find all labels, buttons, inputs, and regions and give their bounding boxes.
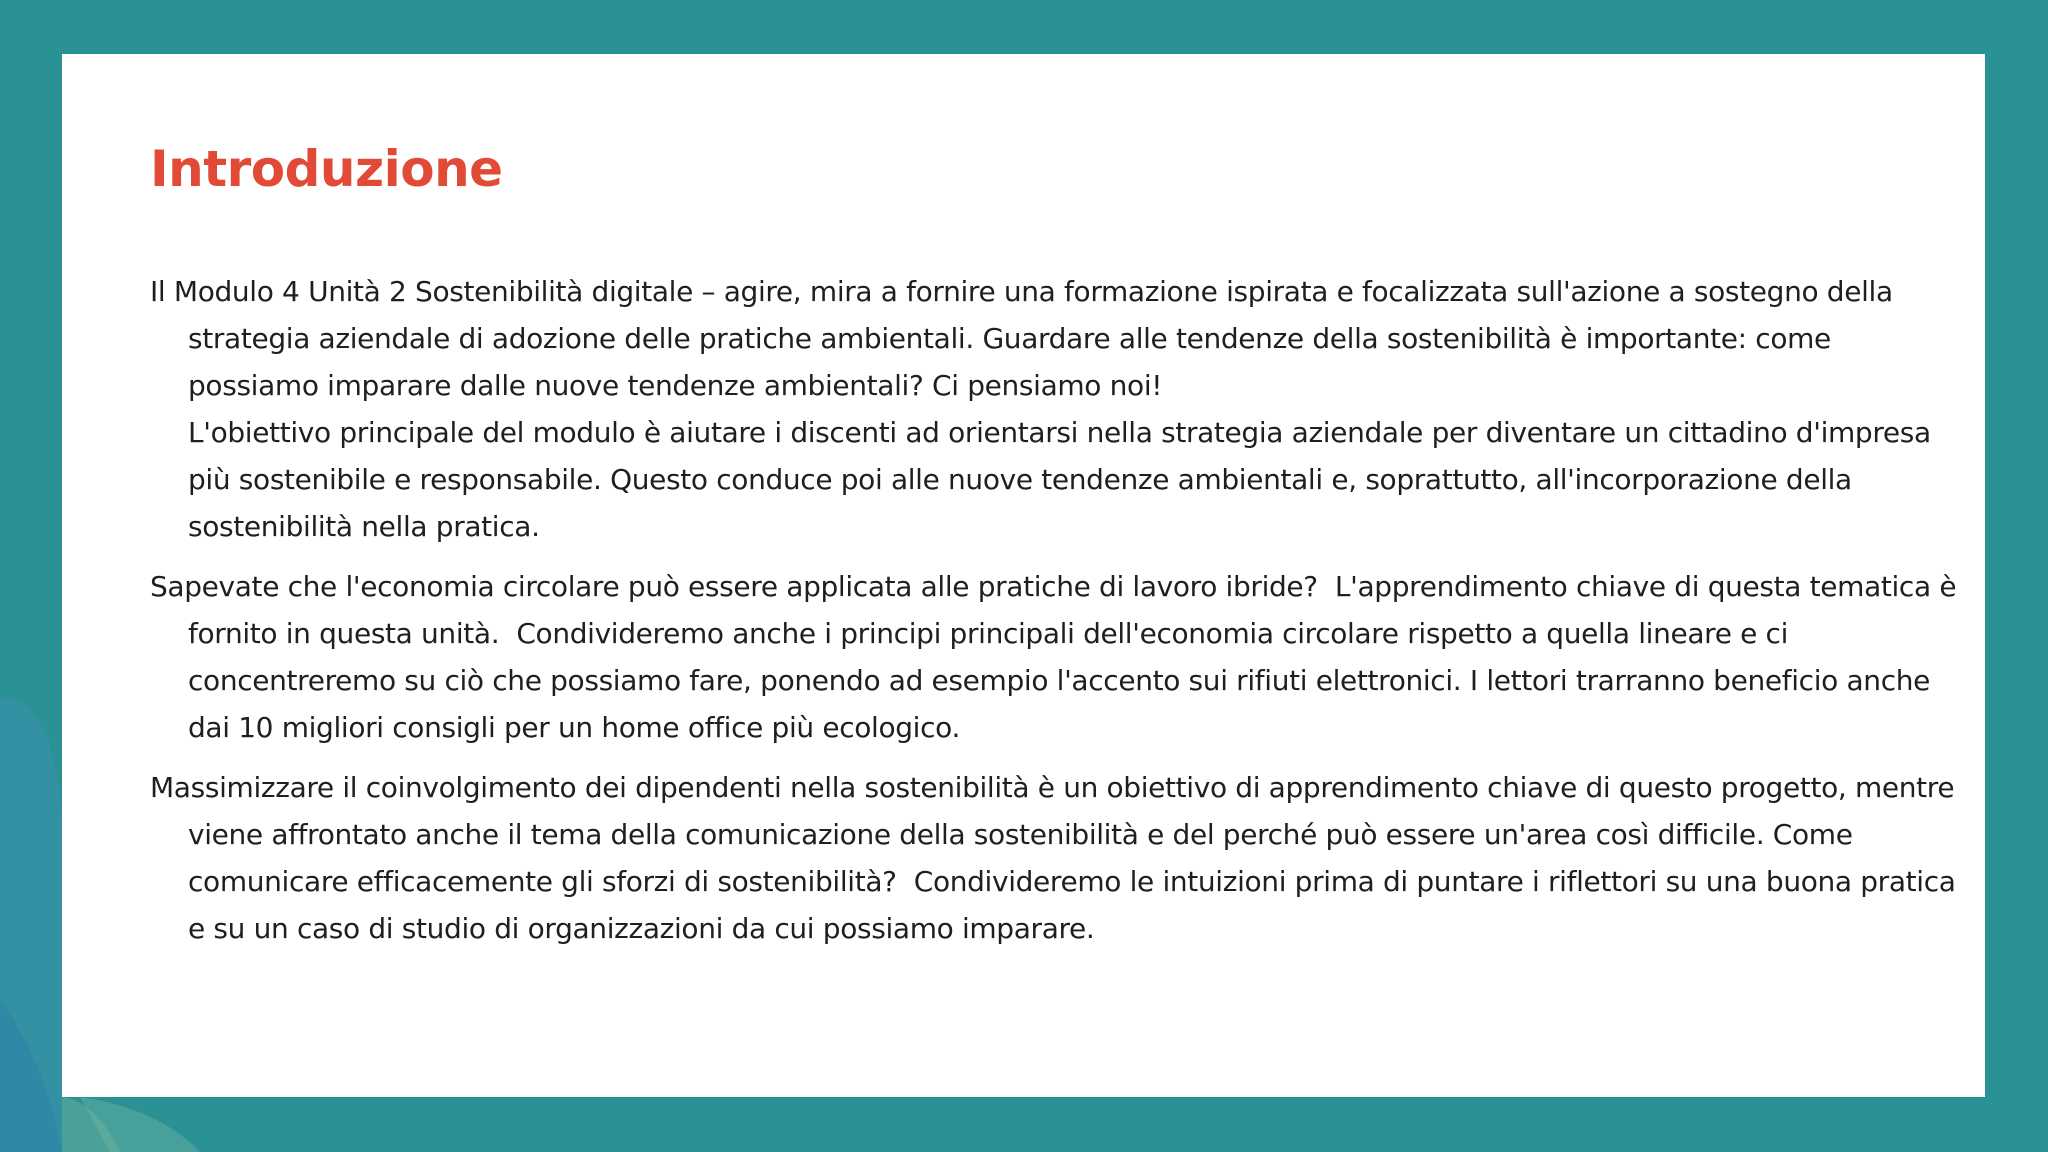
slide-body xyxy=(150,268,1970,965)
slide-card xyxy=(62,54,1985,1097)
paragraph-intro: Il Modulo 4 Unità 2 Sostenibilità digitale – agire, mira a fornire una formazione ispirata e focalizzata sull'azione a sostegno della strategia aziendale di adozione delle pratiche ambientali. Guardare alle tendenze della sostenibilità è importante: come possiamo imparare dalle nuove tendenze ambientali? Ci pensiamo noi! L'obiettivo principale del modulo è aiutare i discenti ad orientarsi nella strategia aziendale per diventare un cittadino d'impresa più sostenibile e responsabile. Questo conduce poi alle nuove tendenze ambientali e, soprattutto, all'incorporazione della sostenibilità nella pratica. xyxy=(150,275,1931,543)
slide-title: Introduzione xyxy=(150,140,503,198)
paragraph-circular-economy: Sapevate che l'economia circolare può essere applicata alle pratiche di lavoro ibride? L'apprendimento chiave di questa tematica è fornito in questa unità. Condivideremo anche i principi principali dell'economia circolare rispetto a quella lineare e ci concentreremo su ciò che possiamo fare, ponendo ad esempio l'accento sui rifiuti elettronici. I lettori trarranno beneficio anche dai 10 migliori consigli per un home office più ecologico. xyxy=(150,570,1965,744)
paragraph-engagement: Massimizzare il coinvolgimento dei dipendenti nella sostenibilità è un obiettivo di apprendimento chiave di questo progetto, mentre viene affrontato anche il tema della comunicazione della sostenibilità e del perché può essere un'area così difficile. Come comunicare efficacemente gli sforzi di sostenibilità? Condivideremo le intuizioni prima di puntare i riflettori su una buona pratica e su un caso di studio di organizzazioni da cui possiamo imparare. xyxy=(150,771,1965,945)
